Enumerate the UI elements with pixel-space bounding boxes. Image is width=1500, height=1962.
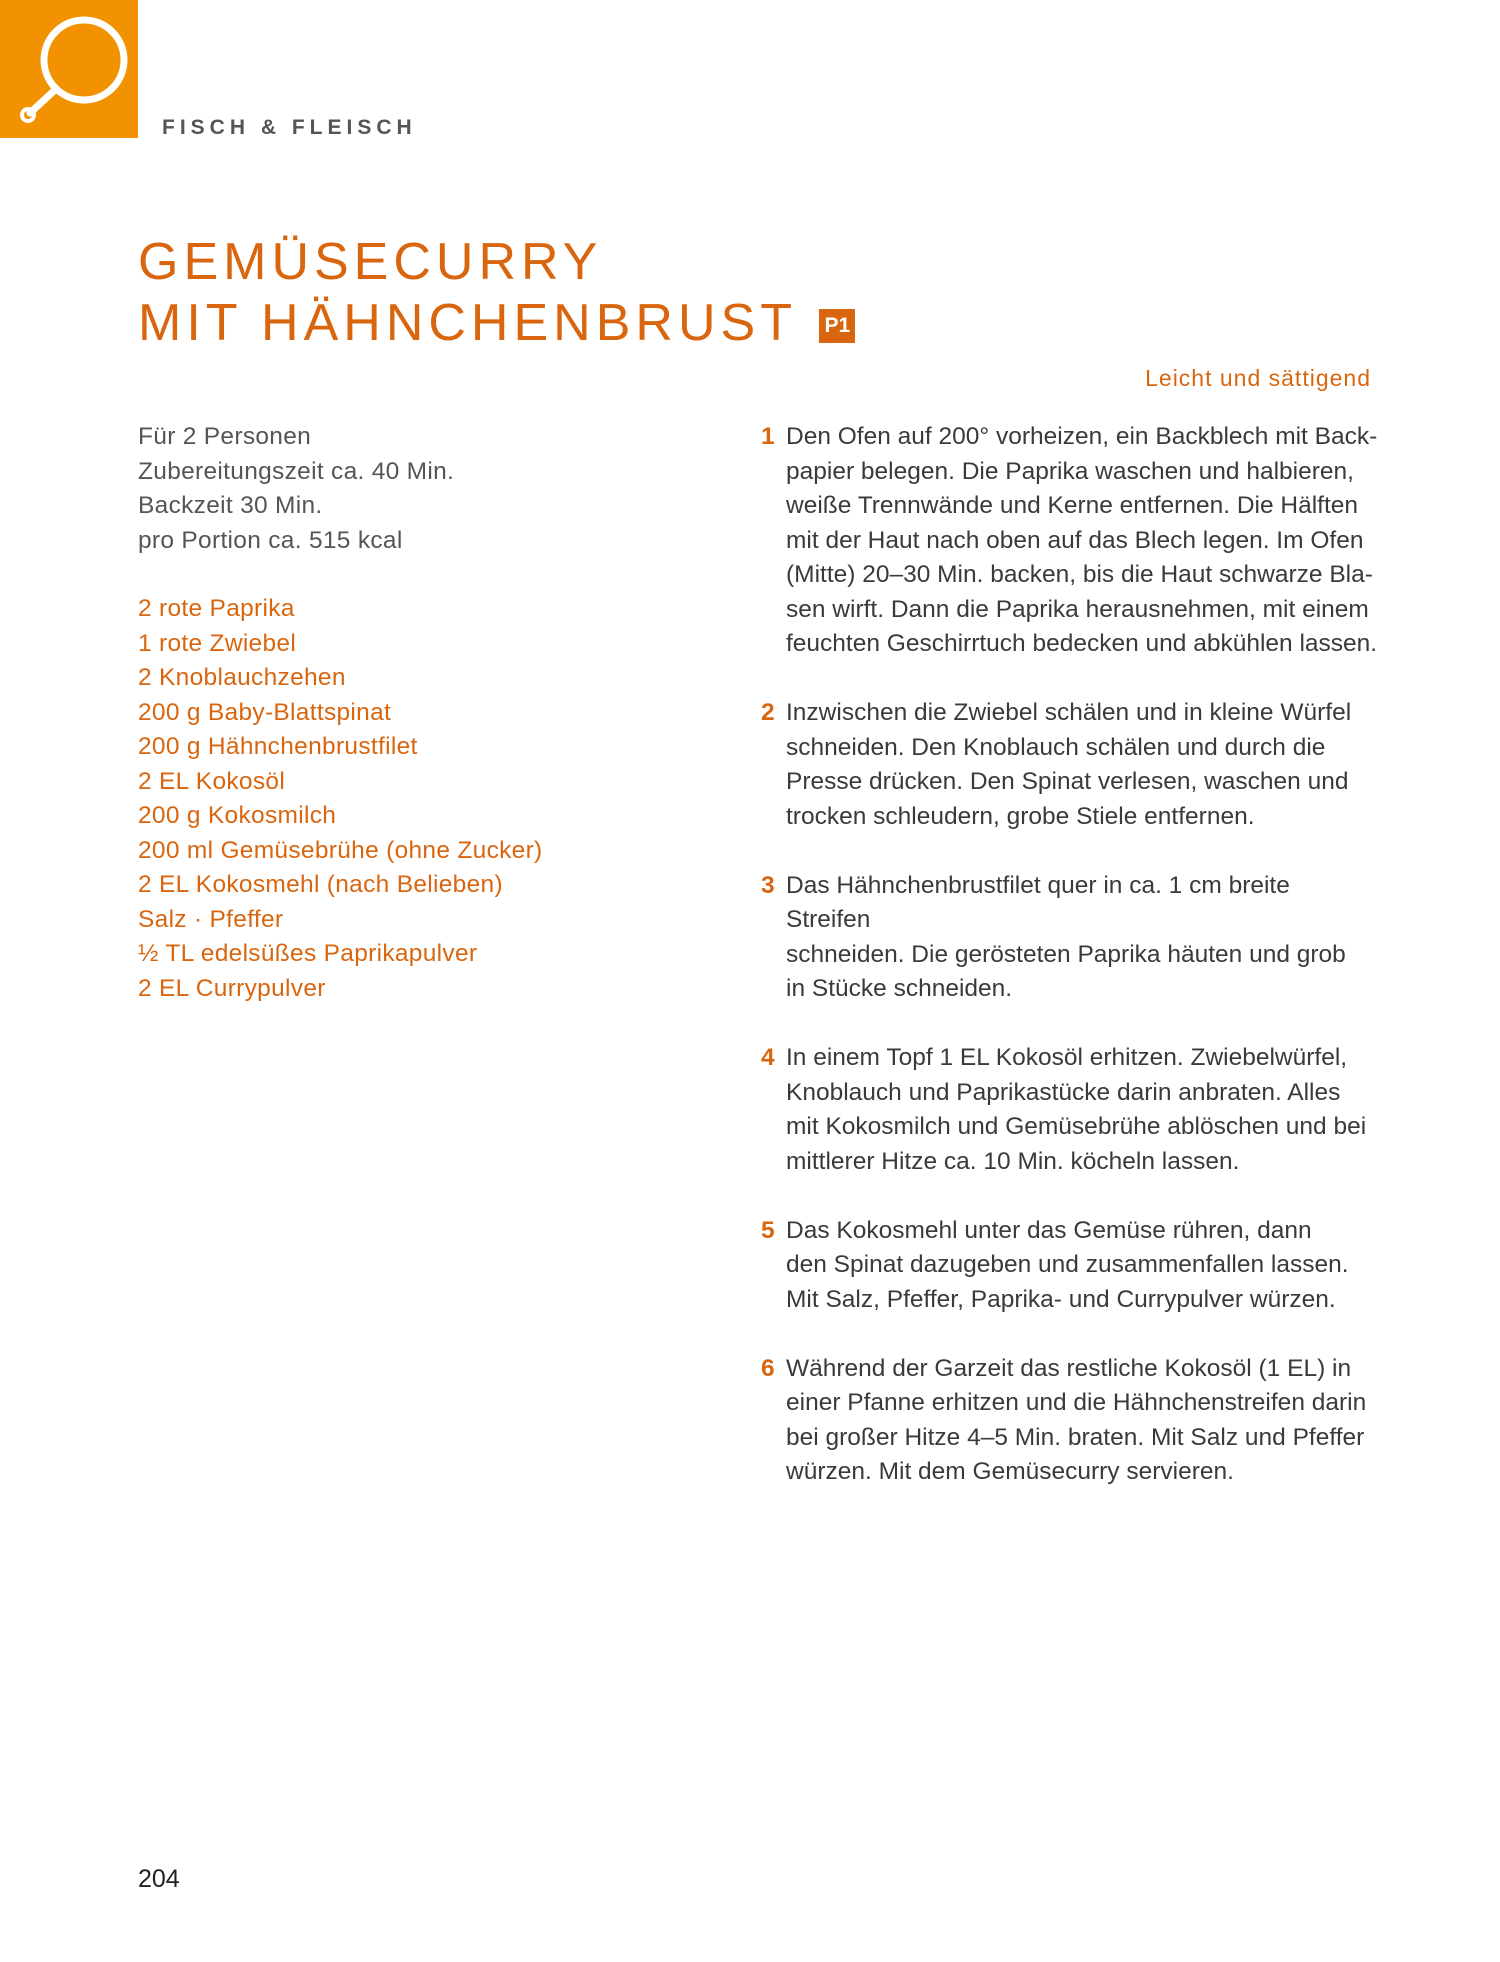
recipe-subtitle: Leicht und sättigend: [1145, 365, 1371, 391]
step-number: 5: [761, 1216, 775, 1244]
step-6: [761, 1352, 1381, 1490]
step-line: weiße Trennwände und Kerne entfernen. Die Hälften: [786, 492, 1359, 519]
ingredient-item: 2 EL Kokosöl: [138, 767, 286, 795]
calories: pro Portion ca. 515 kcal: [138, 526, 403, 554]
step-line: Presse drücken. Den Spinat verlesen, waschen und: [786, 768, 1349, 795]
step-line: bei großer Hitze 4–5 Min. braten. Mit Salz und Pfeffer: [786, 1423, 1365, 1451]
ingredient-item: 2 EL Currypulver: [138, 974, 326, 1002]
recipe-badge: P1: [819, 309, 855, 343]
step-line: Mit Salz, Pfeffer, Paprika- und Currypulver würzen.: [786, 1285, 1336, 1313]
step-line: in Stücke schneiden.: [786, 975, 1013, 1002]
step-line: Den Ofen auf 200° vorheizen, ein Backblech mit Back-: [786, 423, 1378, 450]
step-5: [761, 1214, 1381, 1318]
step-line: mittlerer Hitze ca. 10 Min. köcheln lassen.: [786, 1147, 1240, 1175]
ingredient-item: 200 g Hähnchenbrustfilet: [138, 733, 418, 760]
step-line: Während der Garzeit das restliche Kokosöl (1 EL) in: [786, 1354, 1352, 1382]
magnifier-pan-icon: [0, 0, 138, 138]
page-number: 204: [138, 1865, 180, 1893]
servings: Für 2 Personen: [138, 423, 312, 450]
step-3: [761, 869, 1381, 1007]
step-line: Das Hähnchenbrustfilet quer in ca. 1 cm breite Streifen: [786, 871, 1290, 933]
title-line-1: GEMÜSECURRY: [138, 233, 603, 291]
bake-time: Backzeit 30 Min.: [138, 492, 323, 519]
step-line: sen wirft. Dann die Paprika herausnehmen, mit einem: [786, 595, 1369, 623]
ingredient-item: 2 Knoblauchzehen: [138, 664, 346, 691]
step-line: Knoblauch und Paprikastücke darin anbraten. Alles: [786, 1078, 1341, 1106]
step-list: [761, 420, 1381, 1524]
step-line: einer Pfanne erhitzen und die Hähnchenstreifen darin: [786, 1389, 1367, 1416]
ingredient-list: [138, 592, 543, 1006]
step-line: den Spinat dazugeben und zusammenfallen lassen.: [786, 1251, 1349, 1278]
step-number: 6: [761, 1354, 775, 1382]
ingredient-item: ½ TL edelsüßes Paprikapulver: [138, 940, 478, 967]
prep-time: Zubereitungszeit ca. 40 Min.: [138, 457, 455, 485]
step-line: (Mitte) 20–30 Min. backen, bis die Haut schwarze Bla-: [786, 561, 1373, 588]
step-line: papier belegen. Die Paprika waschen und halbieren,: [786, 457, 1354, 485]
step-number: 3: [761, 871, 775, 899]
ingredient-item: 1 rote Zwiebel: [138, 629, 297, 657]
step-4: [761, 1041, 1381, 1179]
step-line: Das Kokosmehl unter das Gemüse rühren, dann: [786, 1216, 1312, 1244]
ingredient-item: Salz · Pfeffer: [138, 905, 284, 933]
step-1: [761, 420, 1381, 662]
ingredient-item: 2 rote Paprika: [138, 595, 295, 622]
title-line-2: MIT HÄHNCHENBRUST: [138, 294, 797, 352]
step-number: 4: [761, 1044, 775, 1071]
step-line: In einem Topf 1 EL Kokosöl erhitzen. Zwiebelwürfel,: [786, 1044, 1348, 1071]
step-line: feuchten Geschirrtuch bedecken und abkühlen lassen.: [786, 630, 1378, 657]
recipe-title: [138, 232, 855, 354]
step-line: würzen. Mit dem Gemüsecurry servieren.: [786, 1458, 1234, 1485]
section-icon-box: [0, 0, 138, 138]
step-line: schneiden. Die gerösteten Paprika häuten und grob: [786, 940, 1346, 968]
step-line: schneiden. Den Knoblauch schälen und durch die: [786, 733, 1326, 761]
step-line: mit Kokosmilch und Gemüsebrühe ablöschen und bei: [786, 1113, 1367, 1140]
ingredient-item: 200 ml Gemüsebrühe (ohne Zucker): [138, 836, 543, 864]
ingredient-item: 2 EL Kokosmehl (nach Belieben): [138, 871, 503, 898]
recipe-meta: [138, 420, 454, 558]
ingredient-item: 200 g Baby-Blattspinat: [138, 698, 392, 726]
step-number: 2: [761, 699, 775, 726]
section-label: FISCH & FLEISCH: [162, 116, 417, 139]
step-line: trocken schleudern, grobe Stiele entfernen.: [786, 802, 1255, 830]
step-line: Inzwischen die Zwiebel schälen und in kleine Würfel: [786, 699, 1352, 726]
step-line: mit der Haut nach oben auf das Blech legen. Im Ofen: [786, 526, 1364, 554]
ingredient-item: 200 g Kokosmilch: [138, 802, 337, 829]
step-number: 1: [761, 423, 775, 450]
step-2: [761, 696, 1381, 834]
